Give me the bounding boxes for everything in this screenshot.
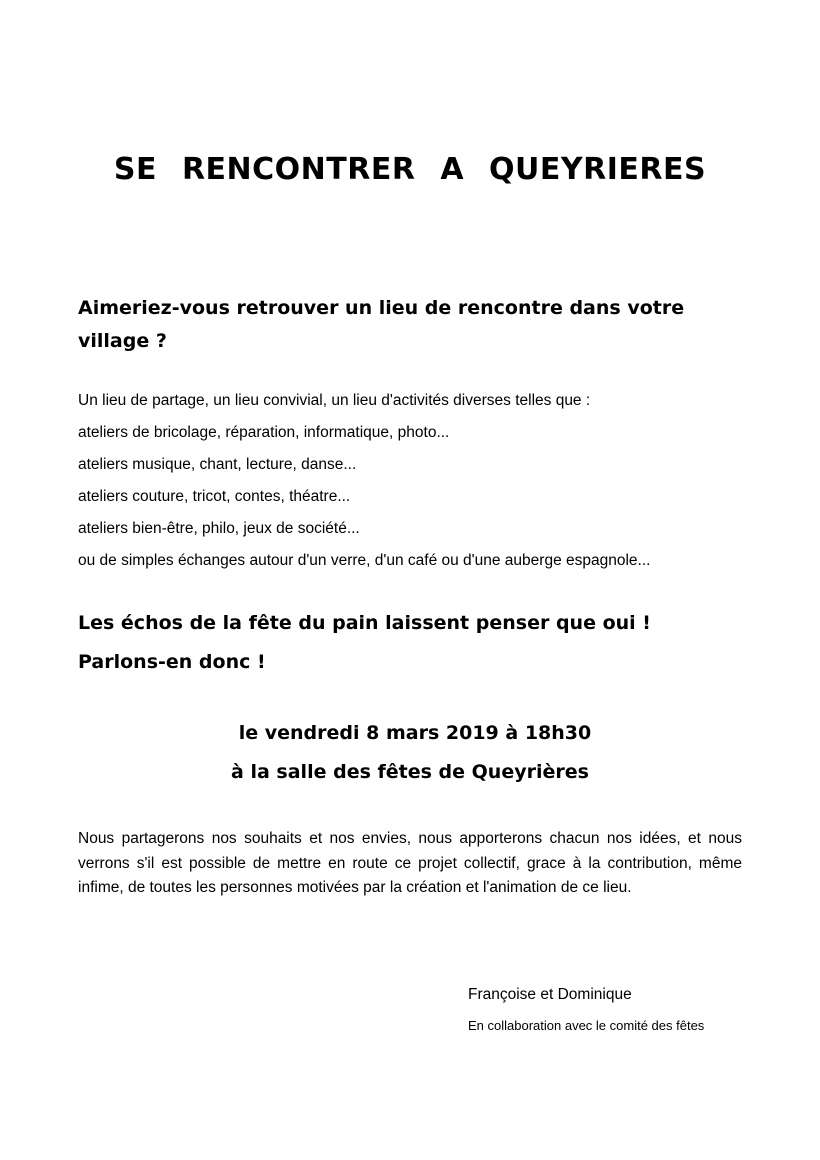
event-place: à la salle des fêtes de Queyrières <box>231 761 589 783</box>
echo-statement: Les échos de la fête du pain laissent penser que oui ! <box>78 612 651 634</box>
list-item: ou de simples échanges autour d'un verre, d'un café ou d'une auberge espagnole... <box>78 552 651 569</box>
event-date: le vendredi 8 mars 2019 à 18h30 <box>238 722 592 744</box>
invitation-question: Aimeriez-vous retrouver un lieu de rencontre dans votre village ? <box>78 297 685 352</box>
list-item: ateliers de bricolage, réparation, informatique, photo... <box>78 424 450 441</box>
body-paragraph: Nous partagerons nos souhaits et nos envies, nous apporterons chacun nos idées, et nous verrons s'il est possible de mettre en route ce projet collectif, grace à la contribution, même infime, de toutes les personnes motivées par la création et l'animation de ce lieu. <box>78 830 742 896</box>
list-item: ateliers bien-être, philo, jeux de société... <box>78 520 360 537</box>
collaboration-note: En collaboration avec le comité des fêtes <box>468 1018 705 1033</box>
activities-list <box>78 390 778 582</box>
list-item: ateliers musique, chant, lecture, danse... <box>78 456 357 473</box>
call-to-talk: Parlons-en donc ! <box>78 651 266 673</box>
list-item: Un lieu de partage, un lieu convivial, un lieu d'activités diverses telles que : <box>78 392 591 409</box>
list-item: ateliers couture, tricot, contes, théatre... <box>78 488 351 505</box>
signature: Françoise et Dominique <box>468 986 632 1003</box>
document-title: SE RENCONTRER A QUEYRIERES <box>113 152 707 187</box>
